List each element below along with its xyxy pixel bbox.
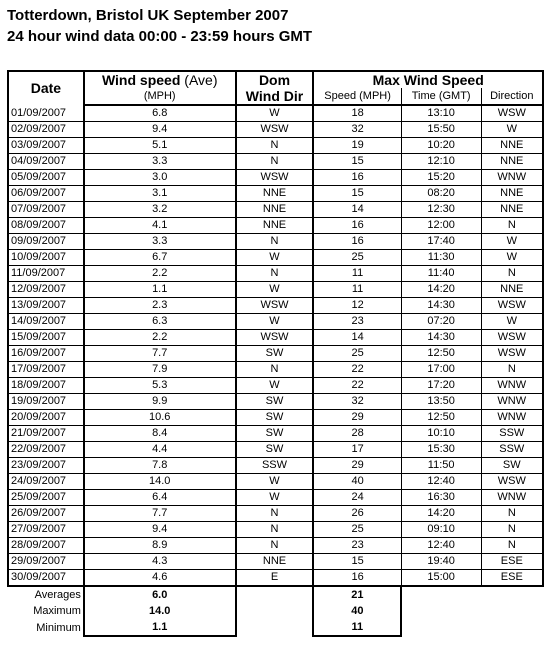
max-speed-cell: 23 — [313, 314, 401, 330]
dom-dir-cell: SSW — [236, 458, 314, 474]
dom-dir-cell: NNE — [236, 202, 314, 218]
avg-speed-cell: 6.3 — [84, 314, 236, 330]
max-speed-cell: 15 — [313, 154, 401, 170]
table-row — [8, 570, 543, 587]
summary-blank-cell — [481, 619, 543, 636]
summary-max-cell: 40 — [313, 603, 401, 619]
summary-blank-cell — [236, 603, 314, 619]
max-dir-cell: NNE — [481, 202, 543, 218]
date-cell: 23/09/2007 — [8, 458, 84, 474]
avg-speed-cell: 3.0 — [84, 170, 236, 186]
date-cell: 08/09/2007 — [8, 218, 84, 234]
dom-dir-cell: SW — [236, 410, 314, 426]
date-cell: 17/09/2007 — [8, 362, 84, 378]
date-cell: 09/09/2007 — [8, 234, 84, 250]
avg-speed-cell: 3.3 — [84, 234, 236, 250]
avg-speed-cell: 9.4 — [84, 522, 236, 538]
max-speed-cell: 12 — [313, 298, 401, 314]
avg-speed-cell: 5.1 — [84, 138, 236, 154]
dom-dir-cell: WSW — [236, 170, 314, 186]
date-cell: 06/09/2007 — [8, 186, 84, 202]
avg-speed-cell: 4.4 — [84, 442, 236, 458]
max-dir-cell: WNW — [481, 394, 543, 410]
max-speed-cell: 25 — [313, 522, 401, 538]
table-row — [8, 314, 543, 330]
avg-speed-cell: 9.9 — [84, 394, 236, 410]
dom-dir-cell: SW — [236, 426, 314, 442]
max-time-cell: 09:10 — [401, 522, 481, 538]
dom-dir-cell: SW — [236, 346, 314, 362]
max-dir-cell: WSW — [481, 298, 543, 314]
summary-max-cell: 21 — [313, 586, 401, 603]
date-cell: 13/09/2007 — [8, 298, 84, 314]
avg-speed-cell: 2.3 — [84, 298, 236, 314]
dom-dir-cell: E — [236, 570, 314, 587]
dom-dir-cell: W — [236, 314, 314, 330]
max-time-cell: 14:30 — [401, 298, 481, 314]
max-time-cell: 14:30 — [401, 330, 481, 346]
avg-speed-cell: 6.4 — [84, 490, 236, 506]
max-dir-cell: N — [481, 362, 543, 378]
max-speed-cell: 22 — [313, 378, 401, 394]
avg-speed-cell: 6.8 — [84, 105, 236, 122]
max-time-cell: 15:30 — [401, 442, 481, 458]
avg-speed-cell: 8.4 — [84, 426, 236, 442]
table-row — [8, 234, 543, 250]
table-row — [8, 170, 543, 186]
summary-speed-cell: 14.0 — [84, 603, 236, 619]
max-time-cell: 12:50 — [401, 346, 481, 362]
dom-dir-cell: WSW — [236, 330, 314, 346]
max-dir-cell: WNW — [481, 410, 543, 426]
dom-dir-cell: N — [236, 362, 314, 378]
page-title-line2: 24 hour wind data 00:00 - 23:59 hours GMT — [7, 28, 313, 45]
max-dir-cell: WSW — [481, 474, 543, 490]
max-dir-cell: N — [481, 506, 543, 522]
summary-label: Averages — [34, 589, 81, 601]
max-time-cell: 10:20 — [401, 138, 481, 154]
max-wind-speed-header: Max Wind Speed — [313, 71, 543, 88]
date-cell: 11/09/2007 — [8, 266, 84, 282]
max-time-cell: 11:30 — [401, 250, 481, 266]
avg-speed-cell: 6.7 — [84, 250, 236, 266]
max-speed-cell: 32 — [313, 394, 401, 410]
wind-data-table — [7, 70, 544, 637]
max-dir-cell: NNE — [481, 138, 543, 154]
avg-speed-cell: 7.7 — [84, 506, 236, 522]
max-speed-cell: 32 — [313, 122, 401, 138]
avg-speed-cell: 14.0 — [84, 474, 236, 490]
max-speed-cell: 26 — [313, 506, 401, 522]
summary-max-cell: 11 — [313, 619, 401, 636]
avg-speed-cell: 8.9 — [84, 538, 236, 554]
max-dir-cell: NNE — [481, 186, 543, 202]
dom-dir-cell: N — [236, 266, 314, 282]
max-dir-cell: NNE — [481, 154, 543, 170]
table-row — [8, 282, 543, 298]
date-cell: 30/09/2007 — [8, 570, 84, 587]
max-dir-cell: NNE — [481, 282, 543, 298]
table-row — [8, 138, 543, 154]
max-time-cell: 12:50 — [401, 410, 481, 426]
max-dir-cell: WSW — [481, 346, 543, 362]
max-dir-cell: W — [481, 234, 543, 250]
date-cell: 04/09/2007 — [8, 154, 84, 170]
dom-dir-cell: N — [236, 522, 314, 538]
avg-speed-cell: 10.6 — [84, 410, 236, 426]
table-row — [8, 474, 543, 490]
table-row — [8, 458, 543, 474]
dom-dir-cell: N — [236, 234, 314, 250]
dom-dir-cell: N — [236, 538, 314, 554]
max-time-cell: 10:10 — [401, 426, 481, 442]
max-dir-cell: W — [481, 250, 543, 266]
table-row — [8, 554, 543, 570]
date-cell: 15/09/2007 — [8, 330, 84, 346]
table-row — [8, 378, 543, 394]
max-time-cell: 14:20 — [401, 282, 481, 298]
max-dir-cell: N — [481, 266, 543, 282]
dom-dir-cell: W — [236, 250, 314, 266]
wind-speed-ave-label: (Ave) — [184, 71, 218, 88]
wind-speed-header: Wind speed (Ave) — [84, 71, 236, 88]
dom-dir-cell: W — [236, 105, 314, 122]
date-cell: 24/09/2007 — [8, 474, 84, 490]
max-speed-cell: 29 — [313, 410, 401, 426]
table-row — [8, 330, 543, 346]
table-row — [8, 298, 543, 314]
table-row — [8, 218, 543, 234]
summary-speed-cell: 6.0 — [84, 586, 236, 603]
avg-speed-cell: 3.2 — [84, 202, 236, 218]
table-row — [8, 490, 543, 506]
max-speed-cell: 15 — [313, 186, 401, 202]
max-dir-cell: WSW — [481, 330, 543, 346]
max-time-cell: 17:40 — [401, 234, 481, 250]
table-row — [8, 522, 543, 538]
max-speed-cell: 17 — [313, 442, 401, 458]
table-row — [8, 346, 543, 362]
date-cell: 14/09/2007 — [8, 314, 84, 330]
header-row-2 — [8, 88, 543, 105]
table-row — [8, 250, 543, 266]
avg-speed-cell: 7.8 — [84, 458, 236, 474]
summary-row — [8, 619, 543, 636]
max-speed-cell: 15 — [313, 554, 401, 570]
max-time-cell: 15:00 — [401, 570, 481, 587]
date-cell: 01/09/2007 — [8, 105, 84, 122]
dom-dir-cell: N — [236, 138, 314, 154]
max-speed-cell: 18 — [313, 105, 401, 122]
max-speed-cell: 11 — [313, 266, 401, 282]
summary-speed-cell: 1.1 — [84, 619, 236, 636]
max-speed-cell: 29 — [313, 458, 401, 474]
avg-speed-cell: 4.1 — [84, 218, 236, 234]
header-row-1 — [8, 71, 543, 88]
date-cell: 26/09/2007 — [8, 506, 84, 522]
table-row — [8, 105, 543, 122]
max-time-cell: 11:40 — [401, 266, 481, 282]
dom-dir-cell: NNE — [236, 186, 314, 202]
table-row — [8, 362, 543, 378]
date-cell: 28/09/2007 — [8, 538, 84, 554]
date-cell: 22/09/2007 — [8, 442, 84, 458]
max-dir-cell: N — [481, 218, 543, 234]
date-cell: 29/09/2007 — [8, 554, 84, 570]
avg-speed-cell: 4.3 — [84, 554, 236, 570]
table-row — [8, 266, 543, 282]
max-speed-cell: 40 — [313, 474, 401, 490]
max-dir-cell: SSW — [481, 426, 543, 442]
avg-speed-cell: 3.1 — [84, 186, 236, 202]
dom-dir-cell: WSW — [236, 122, 314, 138]
max-speed-cell: 25 — [313, 346, 401, 362]
dom-dir-cell: W — [236, 474, 314, 490]
summary-blank-cell — [401, 603, 481, 619]
dom-dir-cell: NNE — [236, 218, 314, 234]
dom-dir-cell: WSW — [236, 298, 314, 314]
max-speed-cell: 28 — [313, 426, 401, 442]
avg-speed-cell: 9.4 — [84, 122, 236, 138]
summary-row — [8, 586, 543, 603]
table-row — [8, 202, 543, 218]
dom-dir-cell: W — [236, 378, 314, 394]
wind-speed-unit: (MPH) — [84, 88, 236, 105]
table-row — [8, 410, 543, 426]
max-speed-cell: 25 — [313, 250, 401, 266]
max-time-cell: 12:40 — [401, 474, 481, 490]
max-speed-cell: 14 — [313, 202, 401, 218]
max-speed-cell: 19 — [313, 138, 401, 154]
date-cell: 16/09/2007 — [8, 346, 84, 362]
max-direction-header: Direction — [481, 88, 543, 105]
max-speed-cell: 16 — [313, 570, 401, 587]
dom-dir-cell: N — [236, 506, 314, 522]
max-dir-cell: W — [481, 314, 543, 330]
table-row — [8, 154, 543, 170]
max-speed-cell: 23 — [313, 538, 401, 554]
max-dir-cell: WNW — [481, 490, 543, 506]
summary-blank-cell — [236, 586, 314, 603]
summary-row — [8, 603, 543, 619]
date-cell: 02/09/2007 — [8, 122, 84, 138]
summary-label: Minimum — [36, 621, 81, 634]
max-speed-cell: 11 — [313, 282, 401, 298]
avg-speed-cell: 1.1 — [84, 282, 236, 298]
date-cell: 25/09/2007 — [8, 490, 84, 506]
max-dir-cell: WSW — [481, 105, 543, 122]
dom-header-line2: Wind Dir — [236, 88, 314, 105]
avg-speed-cell: 7.7 — [84, 346, 236, 362]
date-cell: 10/09/2007 — [8, 250, 84, 266]
max-time-cell: 11:50 — [401, 458, 481, 474]
avg-speed-cell: 7.9 — [84, 362, 236, 378]
max-speed-cell: 24 — [313, 490, 401, 506]
dom-dir-cell: SW — [236, 442, 314, 458]
avg-speed-cell: 2.2 — [84, 266, 236, 282]
max-time-cell: 13:50 — [401, 394, 481, 410]
max-time-cell: 17:20 — [401, 378, 481, 394]
max-speed-cell: 16 — [313, 170, 401, 186]
table-row — [8, 186, 543, 202]
max-dir-cell: SW — [481, 458, 543, 474]
max-time-cell: 15:20 — [401, 170, 481, 186]
table-row — [8, 442, 543, 458]
summary-blank-cell — [401, 619, 481, 636]
max-time-cell: 17:00 — [401, 362, 481, 378]
max-time-cell: 19:40 — [401, 554, 481, 570]
date-cell: 05/09/2007 — [8, 170, 84, 186]
dom-header-line1: Dom — [236, 71, 314, 88]
max-time-cell: 14:20 — [401, 506, 481, 522]
max-speed-cell: 22 — [313, 362, 401, 378]
max-dir-cell: N — [481, 538, 543, 554]
date-header: Date — [8, 71, 84, 105]
date-cell: 12/09/2007 — [8, 282, 84, 298]
date-cell: 21/09/2007 — [8, 426, 84, 442]
max-time-header: Time (GMT) — [401, 88, 481, 105]
max-dir-cell: W — [481, 122, 543, 138]
avg-speed-cell: 4.6 — [84, 570, 236, 587]
max-speed-cell: 16 — [313, 234, 401, 250]
dom-dir-cell: SW — [236, 394, 314, 410]
table-row — [8, 426, 543, 442]
max-time-cell: 07:20 — [401, 314, 481, 330]
summary-blank-cell — [401, 586, 481, 603]
date-cell: 03/09/2007 — [8, 138, 84, 154]
max-time-cell: 16:30 — [401, 490, 481, 506]
dom-dir-cell: W — [236, 282, 314, 298]
avg-speed-cell: 5.3 — [84, 378, 236, 394]
avg-speed-cell: 2.2 — [84, 330, 236, 346]
date-cell: 18/09/2007 — [8, 378, 84, 394]
page-title-line1: Totterdown, Bristol UK September 2007 — [7, 7, 289, 24]
max-speed-cell: 14 — [313, 330, 401, 346]
max-speed-cell: 16 — [313, 218, 401, 234]
max-dir-cell: N — [481, 522, 543, 538]
summary-blank-cell — [481, 586, 543, 603]
max-dir-cell: WNW — [481, 378, 543, 394]
max-time-cell: 12:00 — [401, 218, 481, 234]
table-row — [8, 122, 543, 138]
max-time-cell: 12:40 — [401, 538, 481, 554]
date-cell: 27/09/2007 — [8, 522, 84, 538]
date-cell: 07/09/2007 — [8, 202, 84, 218]
table-row — [8, 538, 543, 554]
max-time-cell: 12:10 — [401, 154, 481, 170]
max-dir-cell: ESE — [481, 570, 543, 587]
max-speed-unit-header: Speed (MPH) — [313, 88, 401, 105]
max-dir-cell: WNW — [481, 170, 543, 186]
dom-dir-cell: W — [236, 490, 314, 506]
max-dir-cell: ESE — [481, 554, 543, 570]
max-time-cell: 12:30 — [401, 202, 481, 218]
summary-blank-cell — [236, 619, 314, 636]
summary-blank-cell — [481, 603, 543, 619]
avg-speed-cell: 3.3 — [84, 154, 236, 170]
dom-dir-cell: N — [236, 154, 314, 170]
table-row — [8, 394, 543, 410]
table-row — [8, 506, 543, 522]
max-time-cell: 08:20 — [401, 186, 481, 202]
date-cell: 19/09/2007 — [8, 394, 84, 410]
max-dir-cell: SSW — [481, 442, 543, 458]
summary-label: Maximum — [33, 605, 81, 617]
max-time-cell: 13:10 — [401, 105, 481, 122]
dom-dir-cell: NNE — [236, 554, 314, 570]
max-time-cell: 15:50 — [401, 122, 481, 138]
date-cell: 20/09/2007 — [8, 410, 84, 426]
